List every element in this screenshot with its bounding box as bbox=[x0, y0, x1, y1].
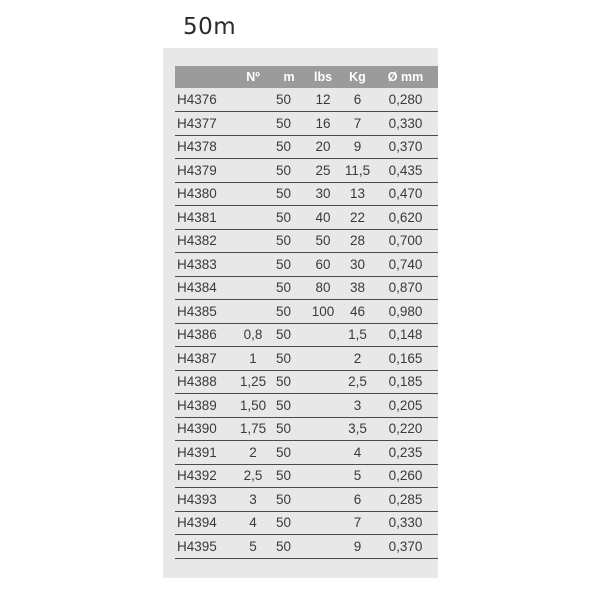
cell-reference: H4376 bbox=[175, 88, 232, 112]
cell-kg: 28 bbox=[342, 229, 373, 253]
cell-number: 5 bbox=[232, 535, 274, 559]
cell-number bbox=[232, 229, 274, 253]
cell-kg: 3 bbox=[342, 394, 373, 418]
cell-diameter: 0,740 bbox=[373, 253, 438, 277]
table-row bbox=[175, 229, 438, 253]
cell-reference: H4387 bbox=[175, 347, 232, 371]
cell-number bbox=[232, 112, 274, 136]
header-kg: Kg bbox=[349, 70, 366, 84]
table-row bbox=[175, 182, 438, 206]
cell-number bbox=[232, 88, 274, 112]
cell-reference: H4388 bbox=[175, 370, 232, 394]
table-header-row bbox=[175, 66, 438, 88]
cell-reference: H4393 bbox=[175, 488, 232, 512]
cell-meters: 50 bbox=[274, 300, 304, 324]
cell-number: 4 bbox=[232, 511, 274, 535]
cell-reference: H4384 bbox=[175, 276, 232, 300]
cell-diameter: 0,185 bbox=[373, 370, 438, 394]
cell-reference: H4392 bbox=[175, 464, 232, 488]
cell-lbs bbox=[304, 464, 342, 488]
cell-kg: 30 bbox=[342, 253, 373, 277]
cell-reference: H4389 bbox=[175, 394, 232, 418]
table-row bbox=[175, 253, 438, 277]
cell-reference: H4379 bbox=[175, 159, 232, 183]
cell-kg: 7 bbox=[342, 112, 373, 136]
table-row bbox=[175, 206, 438, 230]
cell-number bbox=[232, 159, 274, 183]
cell-lbs bbox=[304, 417, 342, 441]
cell-meters: 50 bbox=[274, 511, 304, 535]
cell-reference: H4380 bbox=[175, 182, 232, 206]
header-meters: m bbox=[283, 70, 295, 84]
cell-number: 3 bbox=[232, 488, 274, 512]
cell-number bbox=[232, 253, 274, 277]
cell-diameter: 0,700 bbox=[373, 229, 438, 253]
cell-number: 1,75 bbox=[232, 417, 274, 441]
cell-lbs: 12 bbox=[304, 88, 342, 112]
cell-meters: 50 bbox=[274, 206, 304, 230]
cell-lbs bbox=[304, 511, 342, 535]
cell-kg: 6 bbox=[342, 88, 373, 112]
cell-reference: H4377 bbox=[175, 112, 232, 136]
cell-meters: 50 bbox=[274, 488, 304, 512]
cell-kg: 2,5 bbox=[342, 370, 373, 394]
cell-diameter: 0,370 bbox=[373, 535, 438, 559]
cell-number bbox=[232, 276, 274, 300]
cell-number bbox=[232, 135, 274, 159]
table-row bbox=[175, 441, 438, 465]
cell-diameter: 0,870 bbox=[373, 276, 438, 300]
cell-diameter: 0,435 bbox=[373, 159, 438, 183]
cell-diameter: 0,330 bbox=[373, 112, 438, 136]
cell-meters: 50 bbox=[274, 535, 304, 559]
cell-diameter: 0,980 bbox=[373, 300, 438, 324]
cell-diameter: 0,220 bbox=[373, 417, 438, 441]
cell-kg: 4 bbox=[342, 441, 373, 465]
cell-kg: 3,5 bbox=[342, 417, 373, 441]
cell-kg: 13 bbox=[342, 182, 373, 206]
cell-diameter: 0,165 bbox=[373, 347, 438, 371]
cell-meters: 50 bbox=[274, 229, 304, 253]
cell-reference: H4391 bbox=[175, 441, 232, 465]
cell-lbs: 16 bbox=[304, 112, 342, 136]
cell-lbs: 60 bbox=[304, 253, 342, 277]
cell-meters: 50 bbox=[274, 276, 304, 300]
cell-diameter: 0,205 bbox=[373, 394, 438, 418]
cell-number bbox=[232, 300, 274, 324]
table-row bbox=[175, 511, 438, 535]
cell-meters: 50 bbox=[274, 323, 304, 347]
cell-reference: H4382 bbox=[175, 229, 232, 253]
cell-reference: H4383 bbox=[175, 253, 232, 277]
cell-meters: 50 bbox=[274, 394, 304, 418]
table-row bbox=[175, 394, 438, 418]
cell-diameter: 0,260 bbox=[373, 464, 438, 488]
cell-reference: H4386 bbox=[175, 323, 232, 347]
cell-number: 2,5 bbox=[232, 464, 274, 488]
table-row bbox=[175, 88, 438, 112]
table-row bbox=[175, 488, 438, 512]
cell-diameter: 0,148 bbox=[373, 323, 438, 347]
cell-kg: 6 bbox=[342, 488, 373, 512]
cell-number: 1,25 bbox=[232, 370, 274, 394]
cell-meters: 50 bbox=[274, 370, 304, 394]
table-row bbox=[175, 300, 438, 324]
cell-kg: 1,5 bbox=[342, 323, 373, 347]
cell-lbs bbox=[304, 394, 342, 418]
table-row bbox=[175, 159, 438, 183]
cell-reference: H4395 bbox=[175, 535, 232, 559]
table-row bbox=[175, 276, 438, 300]
header-lbs: lbs bbox=[313, 70, 333, 84]
cell-diameter: 0,330 bbox=[373, 511, 438, 535]
cell-number bbox=[232, 182, 274, 206]
cell-meters: 50 bbox=[274, 112, 304, 136]
table-row bbox=[175, 347, 438, 371]
cell-lbs: 30 bbox=[304, 182, 342, 206]
cell-meters: 50 bbox=[274, 441, 304, 465]
cell-kg: 38 bbox=[342, 276, 373, 300]
table-row bbox=[175, 135, 438, 159]
cell-diameter: 0,285 bbox=[373, 488, 438, 512]
table-row bbox=[175, 535, 438, 559]
table-row bbox=[175, 323, 438, 347]
cell-reference: H4378 bbox=[175, 135, 232, 159]
cell-diameter: 0,620 bbox=[373, 206, 438, 230]
cell-number: 2 bbox=[232, 441, 274, 465]
cell-lbs: 80 bbox=[304, 276, 342, 300]
cell-kg: 5 bbox=[342, 464, 373, 488]
cell-lbs: 20 bbox=[304, 135, 342, 159]
cell-meters: 50 bbox=[274, 464, 304, 488]
cell-kg: 2 bbox=[342, 347, 373, 371]
cell-kg: 9 bbox=[342, 535, 373, 559]
cell-meters: 50 bbox=[274, 253, 304, 277]
cell-reference: H4394 bbox=[175, 511, 232, 535]
cell-lbs: 40 bbox=[304, 206, 342, 230]
table-row bbox=[175, 112, 438, 136]
page-title: 50m bbox=[183, 14, 237, 40]
cell-meters: 50 bbox=[274, 347, 304, 371]
cell-kg: 11,5 bbox=[342, 159, 373, 183]
cell-lbs bbox=[304, 370, 342, 394]
cell-diameter: 0,280 bbox=[373, 88, 438, 112]
cell-lbs: 25 bbox=[304, 159, 342, 183]
table-row bbox=[175, 417, 438, 441]
cell-lbs: 50 bbox=[304, 229, 342, 253]
cell-reference: H4385 bbox=[175, 300, 232, 324]
spec-table bbox=[175, 66, 438, 559]
cell-kg: 9 bbox=[342, 135, 373, 159]
header-number: Nº bbox=[246, 70, 260, 84]
cell-kg: 7 bbox=[342, 511, 373, 535]
cell-reference: H4381 bbox=[175, 206, 232, 230]
header-reference bbox=[175, 66, 232, 88]
cell-reference: H4390 bbox=[175, 417, 232, 441]
cell-lbs: 100 bbox=[304, 300, 342, 324]
cell-meters: 50 bbox=[274, 417, 304, 441]
cell-kg: 22 bbox=[342, 206, 373, 230]
cell-meters: 50 bbox=[274, 159, 304, 183]
cell-diameter: 0,235 bbox=[373, 441, 438, 465]
cell-number: 0,8 bbox=[232, 323, 274, 347]
cell-diameter: 0,470 bbox=[373, 182, 438, 206]
header-diameter: Ø mm bbox=[387, 70, 424, 84]
cell-lbs bbox=[304, 441, 342, 465]
cell-meters: 50 bbox=[274, 182, 304, 206]
cell-meters: 50 bbox=[274, 135, 304, 159]
cell-number: 1 bbox=[232, 347, 274, 371]
cell-number: 1,50 bbox=[232, 394, 274, 418]
cell-kg: 46 bbox=[342, 300, 373, 324]
cell-lbs bbox=[304, 535, 342, 559]
cell-lbs bbox=[304, 323, 342, 347]
table-row bbox=[175, 370, 438, 394]
cell-number bbox=[232, 206, 274, 230]
table-row bbox=[175, 464, 438, 488]
cell-diameter: 0,370 bbox=[373, 135, 438, 159]
cell-meters: 50 bbox=[274, 88, 304, 112]
cell-lbs bbox=[304, 488, 342, 512]
cell-lbs bbox=[304, 347, 342, 371]
